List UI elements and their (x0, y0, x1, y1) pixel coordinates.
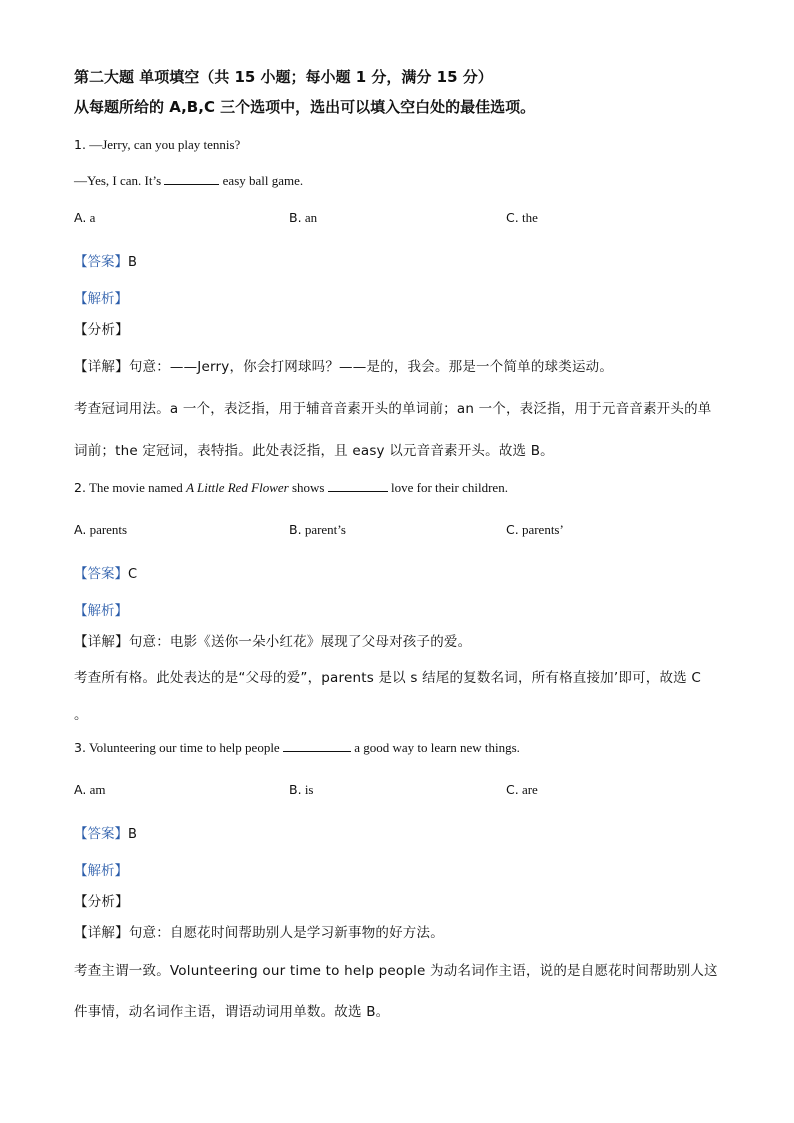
option-text: parents (89, 522, 128, 537)
option-letter: B. (289, 522, 302, 537)
explanation-line: 考查冠词用法。a 一个，表泛指，用于辅音音素开头的单词前；an 一个，表泛指，用于元音音素开头的单 (74, 401, 712, 417)
detail-text: 句意：电影《送你一朵小红花》展现了父母对孩子的爱。 (128, 634, 472, 650)
answer-value: B (128, 255, 137, 270)
answer-blank (283, 740, 351, 752)
option-letter: A. (74, 210, 87, 225)
option-letter: C. (506, 210, 519, 225)
explanation-line: 词前；the 定冠词，表特指。此处表泛指，且 easy 以元音音素开头。故选 B。 (74, 443, 554, 459)
option-letter: A. (74, 522, 87, 537)
fenxi-label: 【分析】 (74, 322, 129, 338)
option-letter: B. (289, 210, 302, 225)
answer-line (74, 562, 137, 582)
option-a[interactable] (74, 782, 105, 798)
detail-line (74, 355, 613, 375)
answer-blank (328, 480, 388, 492)
question-number: 2. (74, 480, 86, 495)
detail-text: 句意：自愿花时间帮助别人是学习新事物的好方法。 (128, 925, 444, 941)
option-b[interactable] (289, 210, 317, 226)
fenxi-label: 【分析】 (74, 894, 129, 910)
option-c[interactable] (506, 210, 538, 226)
question-text: The movie named (88, 480, 183, 495)
question-1-stem (74, 137, 240, 153)
question-text: —Jerry, can you play tennis? (89, 137, 241, 152)
option-text: parent’s (304, 522, 346, 537)
option-a[interactable] (74, 522, 127, 538)
detail-label: 【详解】 (74, 634, 129, 650)
explanation-line: 考查所有格。此处表达的是“父母的爱”，parents 是以 s 结尾的复数名词，所有格直接加’即可，故选 C (74, 670, 701, 686)
detail-line (74, 921, 444, 941)
question-text: a good way to learn new things. (354, 740, 520, 755)
detail-label: 【详解】 (74, 359, 129, 375)
option-letter: C. (506, 522, 519, 537)
answer-label: 【答案】 (74, 826, 128, 842)
question-text: easy ball game. (222, 173, 304, 188)
question-text: —Yes, I can. It’s (74, 173, 162, 188)
question-text: shows (291, 480, 325, 495)
option-b[interactable] (289, 782, 313, 798)
answer-value: B (128, 827, 137, 842)
option-b[interactable] (289, 522, 346, 538)
answer-label: 【答案】 (74, 254, 128, 270)
option-text: parents’ (521, 522, 564, 537)
section-instruction: 从每题所给的 A,B,C 三个选项中，选出可以填入空白处的最佳选项。 (74, 98, 536, 116)
question-number: 1. (74, 137, 86, 152)
option-text: am (89, 782, 106, 797)
question-text: love for their children. (391, 480, 508, 495)
detail-label: 【详解】 (74, 925, 129, 941)
option-text: the (521, 210, 538, 225)
option-a[interactable] (74, 210, 95, 226)
answer-line (74, 822, 137, 842)
question-1-reply (74, 173, 303, 189)
question-text: Volunteering our time to help people (88, 740, 280, 755)
option-text: an (304, 210, 318, 225)
section-title: 第二大题 单项填空（共 15 小题；每小题 1 分，满分 15 分） (74, 68, 493, 86)
option-letter: C. (506, 782, 519, 797)
option-letter: B. (289, 782, 302, 797)
question-number: 3. (74, 740, 86, 755)
option-text: is (304, 782, 314, 797)
option-c[interactable] (506, 782, 538, 798)
question-3-stem (74, 740, 520, 756)
explanation-line: 。 (74, 707, 88, 723)
analysis-label: 【解析】 (74, 291, 128, 307)
detail-text: 句意：——Jerry，你会打网球吗？——是的，我会。那是一个简单的球类运动。 (128, 359, 614, 375)
option-text: are (521, 782, 538, 797)
option-c[interactable] (506, 522, 564, 538)
analysis-label: 【解析】 (74, 603, 128, 619)
explanation-line: 件事情，动名词作主语，谓语动词用单数。故选 B。 (74, 1004, 390, 1020)
analysis-label: 【解析】 (74, 863, 128, 879)
option-text: a (89, 210, 96, 225)
movie-title: A Little Red Flower (186, 480, 289, 495)
question-2-stem (74, 480, 508, 496)
answer-value: C (128, 567, 138, 582)
detail-line (74, 630, 471, 650)
explanation-line: 考查主谓一致。Volunteering our time to help people 为动名词作主语，说的是自愿花时间帮助别人这 (74, 963, 718, 979)
option-letter: A. (74, 782, 87, 797)
answer-line (74, 250, 137, 270)
answer-blank (164, 173, 219, 185)
answer-label: 【答案】 (74, 566, 128, 582)
